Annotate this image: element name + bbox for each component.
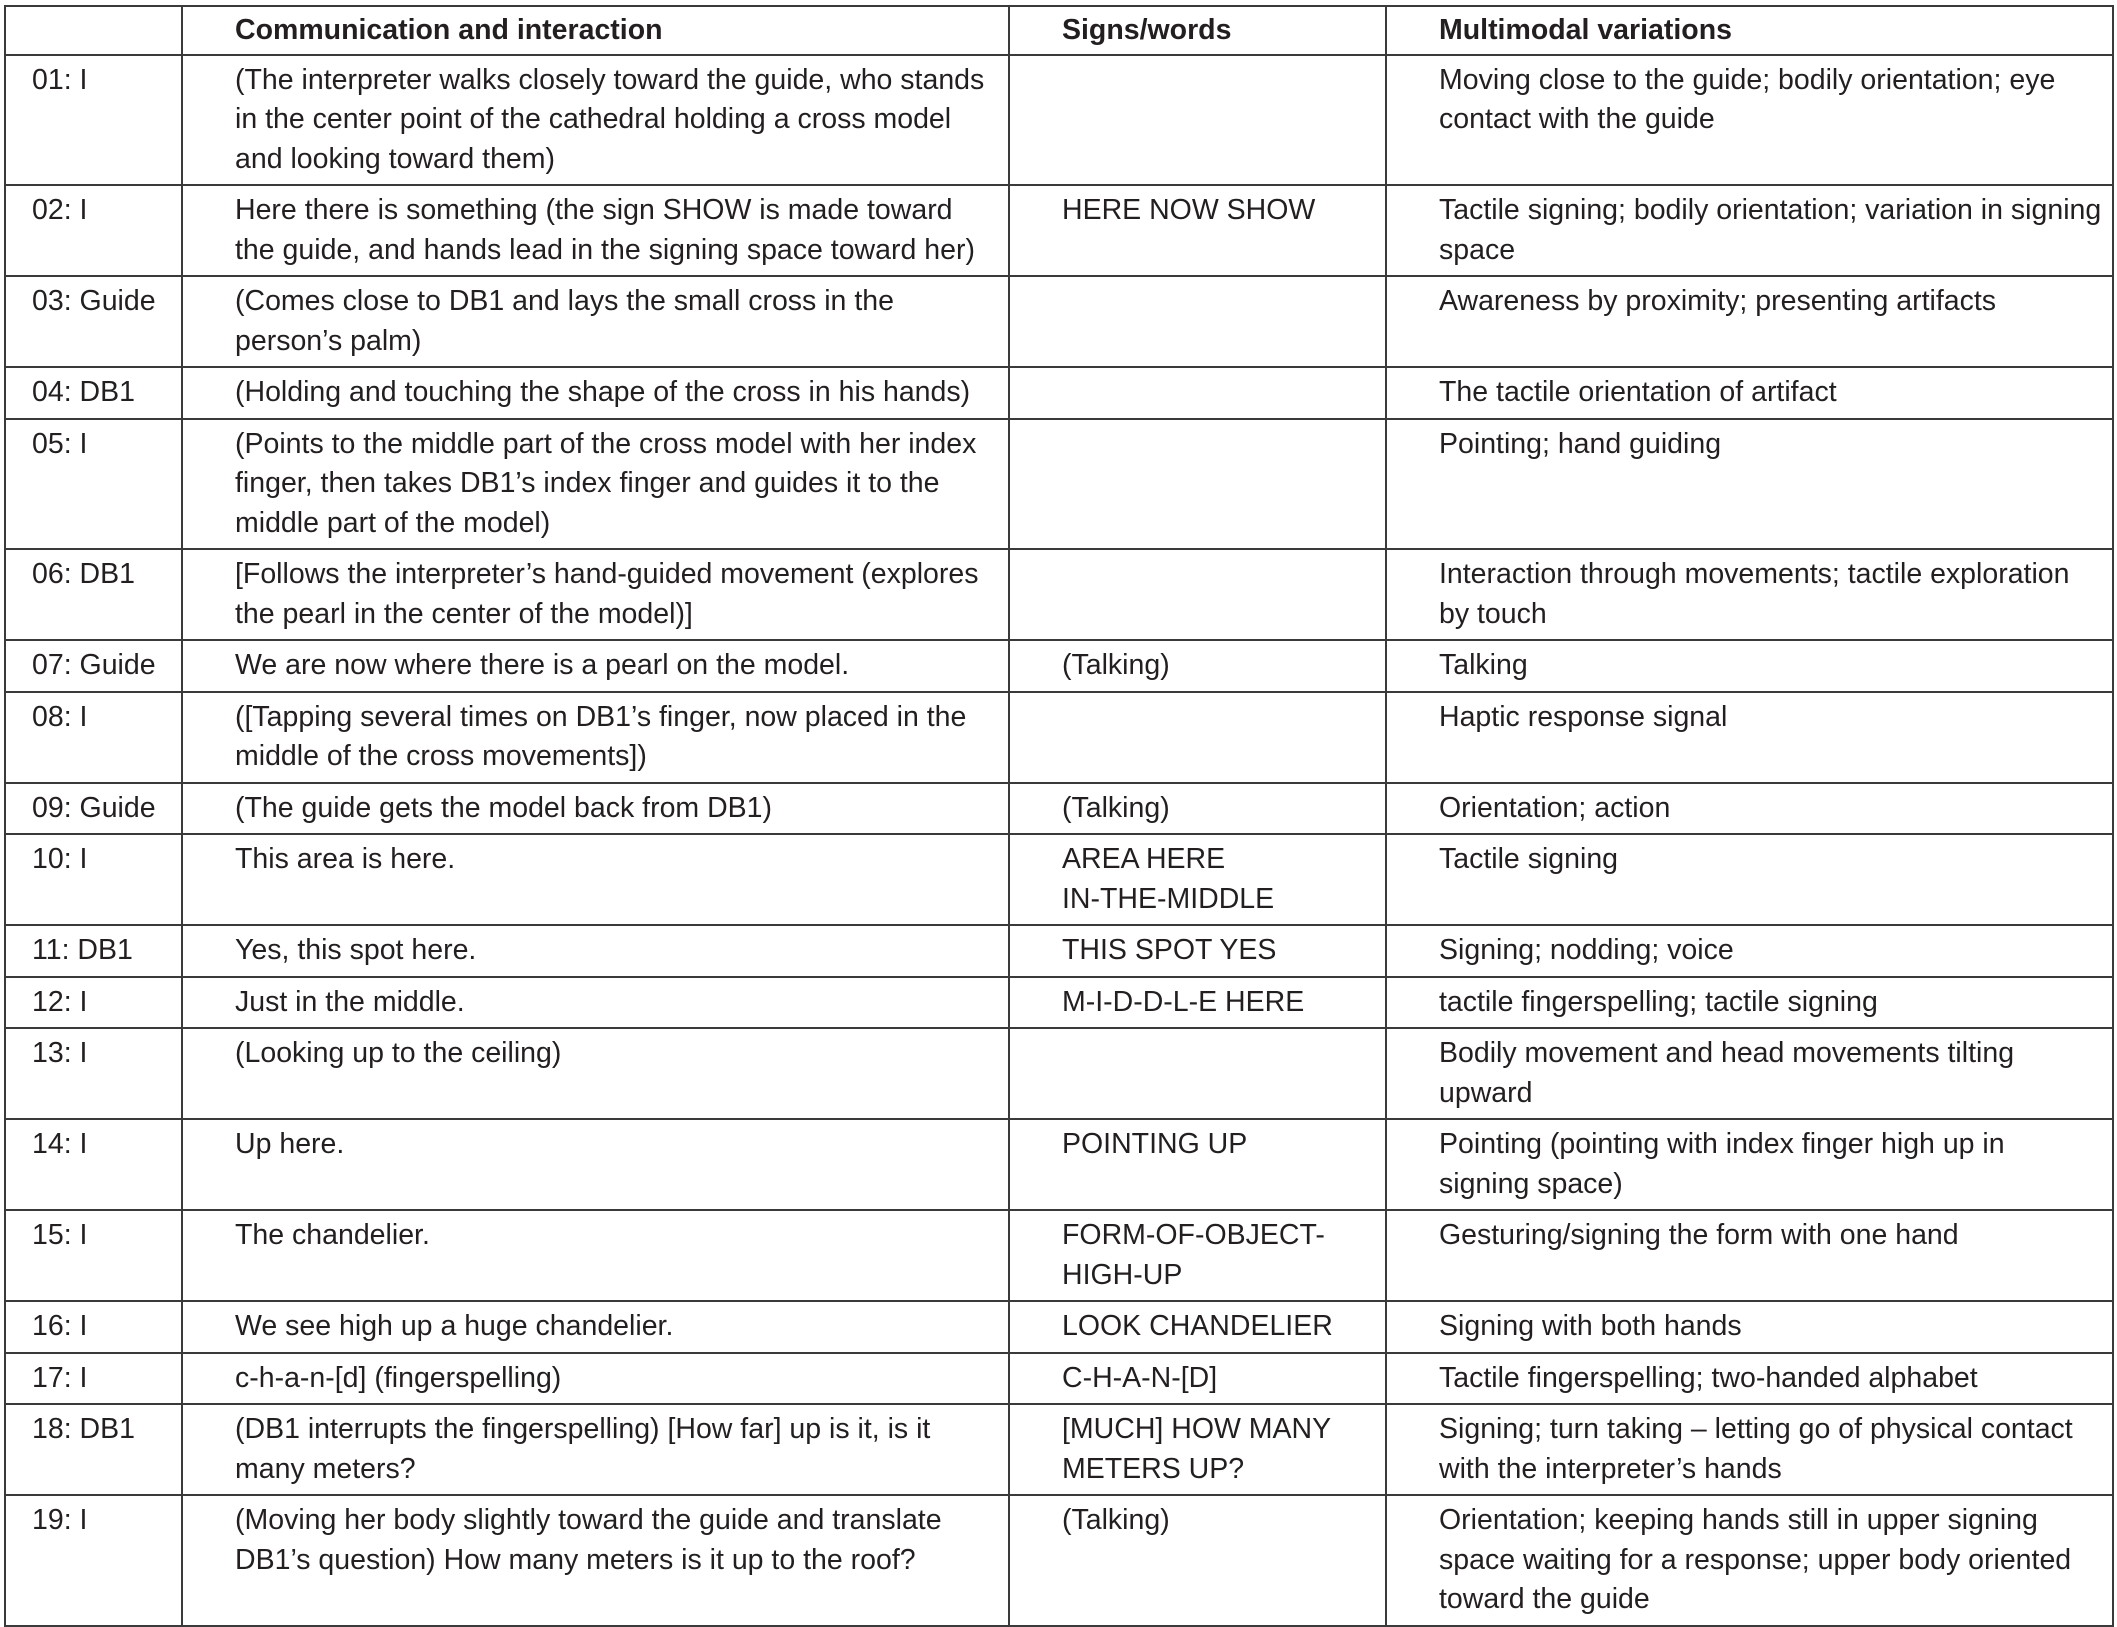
row-multimodal: Signing; turn taking – letting go of physical contact with the interpreter’s hands: [1386, 1404, 2113, 1495]
row-communication: Up here.: [182, 1119, 1009, 1210]
header-code: [5, 6, 182, 55]
row-communication: (Looking up to the ceiling): [182, 1028, 1009, 1119]
row-signs: [1009, 276, 1386, 367]
transcript-table: [4, 5, 2114, 1627]
row-code: 14: I: [5, 1119, 182, 1210]
table-row: [5, 185, 2113, 276]
row-multimodal: Tactile signing: [1386, 834, 2113, 925]
table-row: [5, 977, 2113, 1029]
header-signs: Signs/words: [1009, 6, 1386, 55]
row-communication: (Comes close to DB1 and lays the small cross in the person’s palm): [182, 276, 1009, 367]
row-communication: c-h-a-n-[d] (fingerspelling): [182, 1353, 1009, 1405]
row-multimodal: Haptic response signal: [1386, 692, 2113, 783]
row-communication: Yes, this spot here.: [182, 925, 1009, 977]
row-code: 19: I: [5, 1495, 182, 1626]
row-communication: ([Tapping several times on DB1’s finger, now placed in the middle of the cross movements]): [182, 692, 1009, 783]
row-multimodal: The tactile orientation of artifact: [1386, 367, 2113, 419]
table-row: [5, 1353, 2113, 1405]
row-code: 12: I: [5, 977, 182, 1029]
row-communication: Here there is something (the sign SHOW is made toward the guide, and hands lead in the signing space toward her): [182, 185, 1009, 276]
row-code: 18: DB1: [5, 1404, 182, 1495]
header-communication: Communication and interaction: [182, 6, 1009, 55]
row-signs: M-I-D-D-L-E HERE: [1009, 977, 1386, 1029]
row-code: 06: DB1: [5, 549, 182, 640]
table-row: [5, 1210, 2113, 1301]
row-code: 15: I: [5, 1210, 182, 1301]
row-code: 09: Guide: [5, 783, 182, 835]
header-row: [5, 6, 2113, 55]
row-multimodal: Signing; nodding; voice: [1386, 925, 2113, 977]
row-signs: POINTING UP: [1009, 1119, 1386, 1210]
row-signs: [1009, 419, 1386, 550]
table-row: [5, 640, 2113, 692]
table-header: [5, 6, 2113, 55]
row-communication: (Points to the middle part of the cross model with her index finger, then takes DB1’s index finger and guides it to the middle part of the model): [182, 419, 1009, 550]
table-row: [5, 1119, 2113, 1210]
row-code: 02: I: [5, 185, 182, 276]
table-row: [5, 692, 2113, 783]
row-communication: [Follows the interpreter’s hand-guided movement (explores the pearl in the center of the model)]: [182, 549, 1009, 640]
table-row: [5, 276, 2113, 367]
table-row: [5, 834, 2113, 925]
row-multimodal: Orientation; keeping hands still in upper signing space waiting for a response; upper body oriented toward the guide: [1386, 1495, 2113, 1626]
table-row: [5, 783, 2113, 835]
row-code: 10: I: [5, 834, 182, 925]
row-multimodal: Tactile fingerspelling; two-handed alphabet: [1386, 1353, 2113, 1405]
row-code: 03: Guide: [5, 276, 182, 367]
row-communication: The chandelier.: [182, 1210, 1009, 1301]
row-multimodal: Interaction through movements; tactile exploration by touch: [1386, 549, 2113, 640]
table-row: [5, 549, 2113, 640]
row-signs: C-H-A-N-[D]: [1009, 1353, 1386, 1405]
row-code: 04: DB1: [5, 367, 182, 419]
row-multimodal: Awareness by proximity; presenting artifacts: [1386, 276, 2113, 367]
row-multimodal: tactile fingerspelling; tactile signing: [1386, 977, 2113, 1029]
row-code: 17: I: [5, 1353, 182, 1405]
row-code: 13: I: [5, 1028, 182, 1119]
row-multimodal: Gesturing/signing the form with one hand: [1386, 1210, 2113, 1301]
row-communication: Just in the middle.: [182, 977, 1009, 1029]
row-code: 16: I: [5, 1301, 182, 1353]
row-signs: AREA HERE IN-THE-MIDDLE: [1009, 834, 1386, 925]
row-signs: [1009, 55, 1386, 186]
row-signs: [1009, 692, 1386, 783]
row-communication: (The guide gets the model back from DB1): [182, 783, 1009, 835]
row-code: 05: I: [5, 419, 182, 550]
row-signs: LOOK CHANDELIER: [1009, 1301, 1386, 1353]
row-signs: (Talking): [1009, 640, 1386, 692]
row-communication: (Holding and touching the shape of the cross in his hands): [182, 367, 1009, 419]
table-row: [5, 419, 2113, 550]
row-communication: (The interpreter walks closely toward the guide, who stands in the center point of the cathedral holding a cross model and looking toward them): [182, 55, 1009, 186]
row-signs: FORM-OF-OBJECT- HIGH-UP: [1009, 1210, 1386, 1301]
row-signs: HERE NOW SHOW: [1009, 185, 1386, 276]
table-row: [5, 925, 2113, 977]
row-communication: This area is here.: [182, 834, 1009, 925]
row-signs: [1009, 549, 1386, 640]
row-multimodal: Bodily movement and head movements tilting upward: [1386, 1028, 2113, 1119]
row-communication: (Moving her body slightly toward the guide and translate DB1’s question) How many meters is it up to the roof?: [182, 1495, 1009, 1626]
row-code: 01: I: [5, 55, 182, 186]
row-multimodal: Moving close to the guide; bodily orientation; eye contact with the guide: [1386, 55, 2113, 186]
row-multimodal: Pointing; hand guiding: [1386, 419, 2113, 550]
row-multimodal: Tactile signing; bodily orientation; variation in signing space: [1386, 185, 2113, 276]
row-code: 11: DB1: [5, 925, 182, 977]
table-row: [5, 1404, 2113, 1495]
table-row: [5, 1495, 2113, 1626]
row-communication: We are now where there is a pearl on the model.: [182, 640, 1009, 692]
row-communication: We see high up a huge chandelier.: [182, 1301, 1009, 1353]
row-signs: [MUCH] HOW MANY METERS UP?: [1009, 1404, 1386, 1495]
table-row: [5, 1028, 2113, 1119]
table-row: [5, 55, 2113, 186]
row-signs: [1009, 367, 1386, 419]
table-row: [5, 367, 2113, 419]
table-row: [5, 1301, 2113, 1353]
row-code: 07: Guide: [5, 640, 182, 692]
row-communication: (DB1 interrupts the fingerspelling) [How far] up is it, is it many meters?: [182, 1404, 1009, 1495]
row-signs: THIS SPOT YES: [1009, 925, 1386, 977]
table-body: [5, 55, 2113, 1626]
row-multimodal: Orientation; action: [1386, 783, 2113, 835]
row-multimodal: Talking: [1386, 640, 2113, 692]
header-multimodal: Multimodal variations: [1386, 6, 2113, 55]
row-signs: (Talking): [1009, 783, 1386, 835]
row-multimodal: Pointing (pointing with index finger high up in signing space): [1386, 1119, 2113, 1210]
row-signs: (Talking): [1009, 1495, 1386, 1626]
row-code: 08: I: [5, 692, 182, 783]
row-signs: [1009, 1028, 1386, 1119]
row-multimodal: Signing with both hands: [1386, 1301, 2113, 1353]
